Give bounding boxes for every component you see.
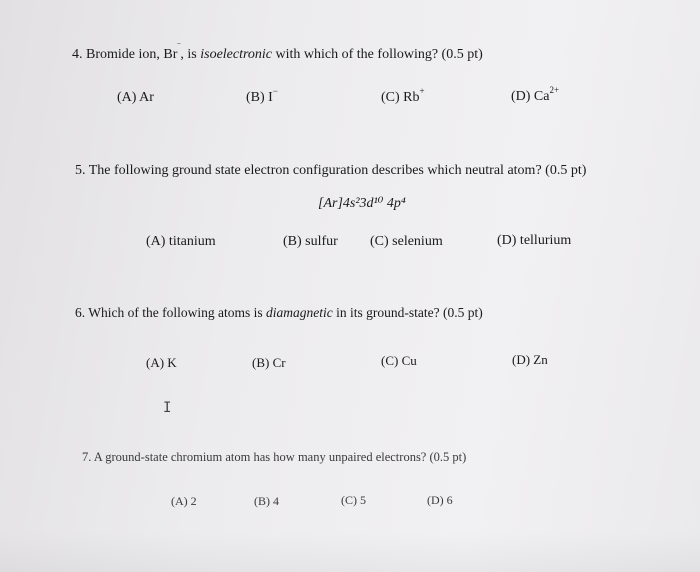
page-shadow: [0, 532, 700, 572]
question-5-option-c[interactable]: (C) selenium: [370, 234, 443, 249]
question-5-option-b[interactable]: (B) sulfur: [283, 234, 338, 249]
question-7-option-c[interactable]: (C) 5: [341, 493, 366, 507]
text-cursor-icon: I: [163, 400, 172, 416]
question-7-stem: 7. A ground-state chromium atom has how many unpaired electrons? (0.5 pt): [82, 450, 467, 464]
question-6-option-b[interactable]: (B) Cr: [252, 355, 286, 370]
question-4-option-a[interactable]: (A) Ar: [117, 90, 154, 105]
question-5-stem: 5. The following ground state electron configuration describes which neutral atom? (0.5 pt): [75, 163, 587, 178]
question-7-option-b[interactable]: (B) 4: [254, 494, 279, 508]
question-6-stem: 6. Which of the following atoms is diamagnetic in its ground-state? (0.5 pt): [75, 305, 483, 320]
question-7-option-d[interactable]: (D) 6: [427, 493, 453, 507]
question-5-option-a[interactable]: (A) titanium: [146, 234, 216, 249]
question-6-option-d[interactable]: (D) Zn: [512, 352, 548, 367]
question-5-option-d[interactable]: (D) tellurium: [497, 233, 572, 248]
question-6-option-a[interactable]: (A) K: [146, 355, 177, 370]
question-4-option-c[interactable]: (C) Rb+: [381, 86, 425, 105]
question-7-option-a[interactable]: (A) 2: [171, 494, 197, 508]
question-4-option-d[interactable]: (D) $Ca^{2+}$: [511, 85, 560, 104]
question-5-configuration: [Ar]4s²3d¹⁰ 4p⁴: [318, 196, 406, 211]
question-4-stem: 4. Bromide ion, Br‾, is isoelectronic with which of the following? (0.5 pt): [72, 43, 483, 62]
question-6-option-c[interactable]: (C) Cu: [381, 353, 417, 368]
question-4-option-b[interactable]: (B) I−: [246, 86, 278, 105]
